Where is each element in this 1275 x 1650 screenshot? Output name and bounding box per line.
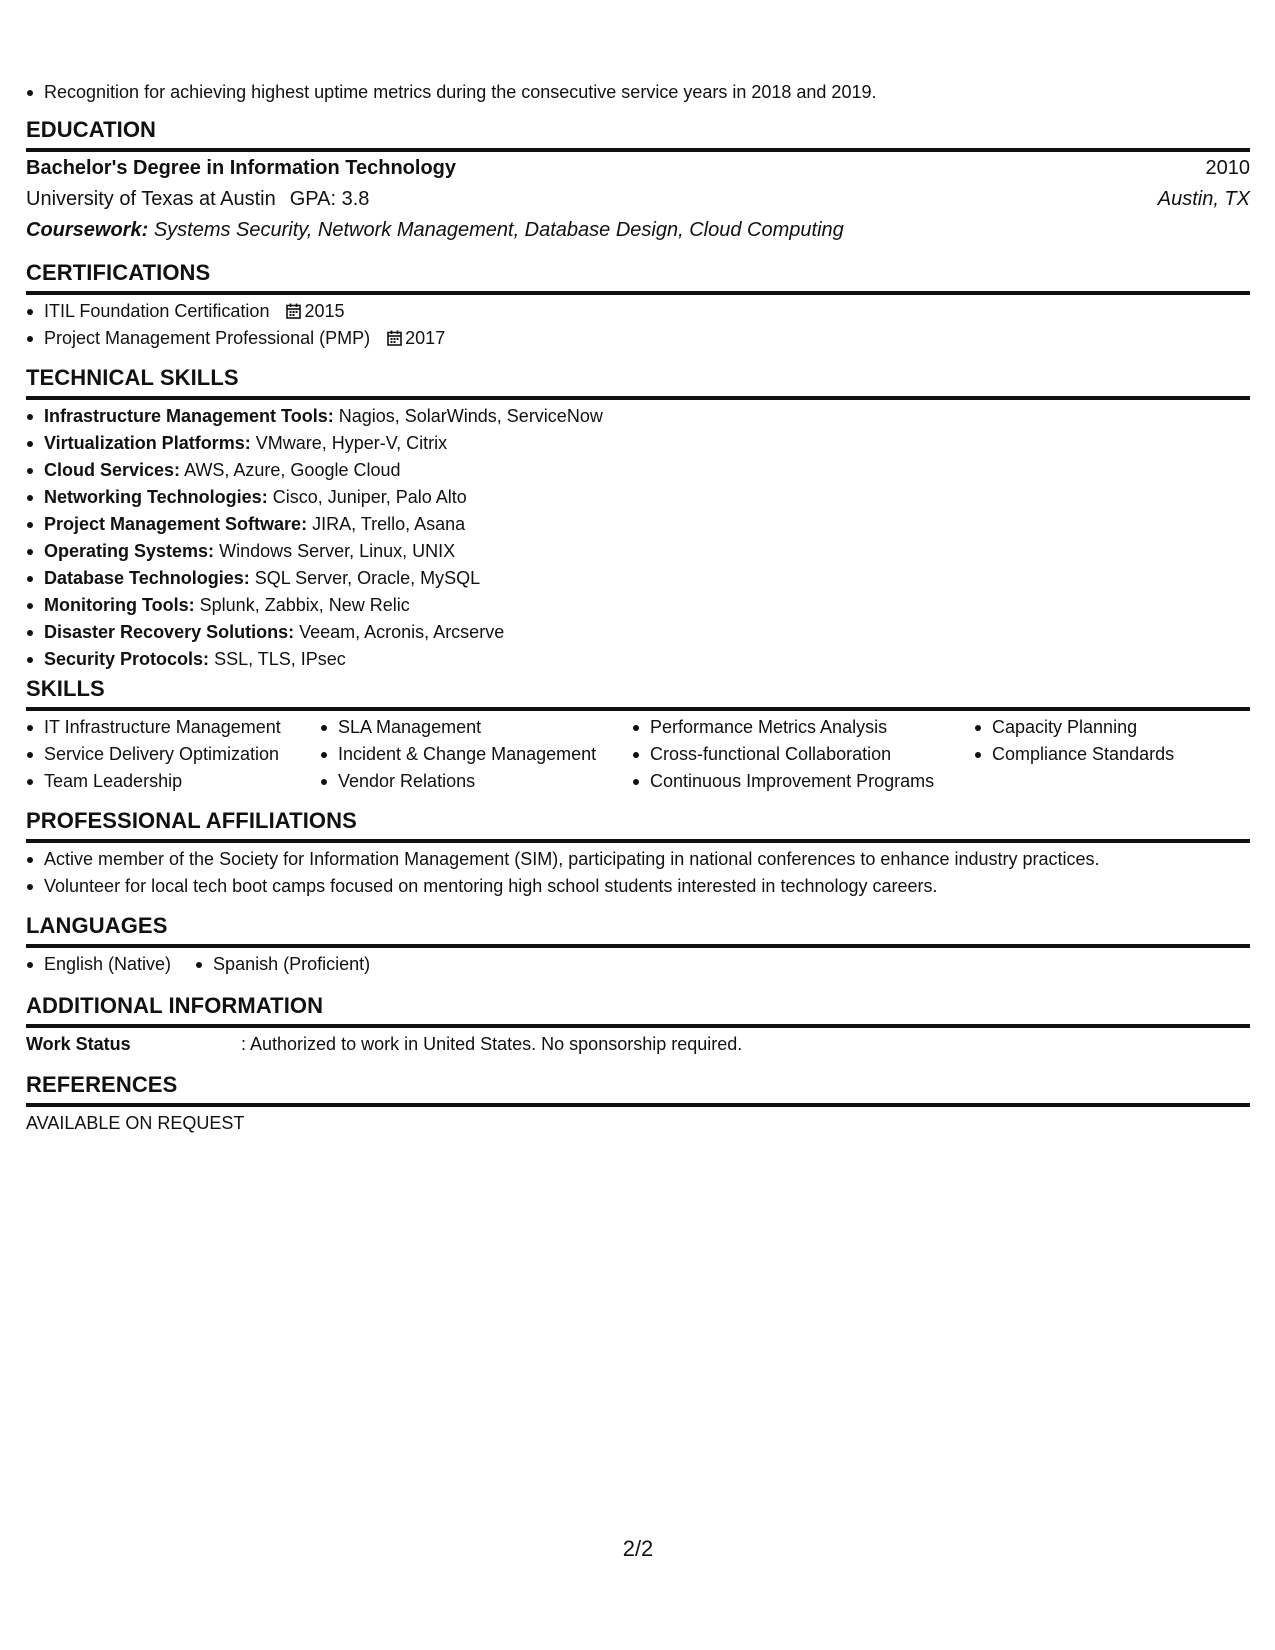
certification-year: 2017 bbox=[405, 328, 446, 348]
coursework-label: Coursework: bbox=[26, 219, 149, 241]
skill-values: VMware, Hyper-V, Citrix bbox=[255, 433, 448, 453]
list-item: Spanish (Proficient) bbox=[195, 951, 370, 978]
skill-category: Monitoring Tools: bbox=[44, 595, 195, 615]
list-item: Performance Metrics Analysis bbox=[632, 714, 934, 741]
references-text: AVAILABLE ON REQUEST bbox=[26, 1113, 245, 1133]
list-item: Vendor Relations bbox=[320, 768, 596, 795]
section-title: LANGUAGES bbox=[26, 913, 168, 938]
list-item bbox=[26, 592, 603, 619]
section-title: TECHNICAL SKILLS bbox=[26, 365, 239, 390]
skill-values: SQL Server, Oracle, MySQL bbox=[254, 568, 481, 588]
section-title: PROFESSIONAL AFFILIATIONS bbox=[26, 808, 357, 833]
list-item bbox=[26, 565, 603, 592]
work-status-row bbox=[26, 1031, 742, 1058]
skill-category: Virtualization Platforms: bbox=[44, 433, 251, 453]
skill-values: Nagios, SolarWinds, ServiceNow bbox=[338, 406, 603, 426]
certifications-section-header bbox=[26, 259, 1250, 295]
skills-column bbox=[320, 714, 596, 795]
certification-name: Project Management Professional (PMP) bbox=[44, 328, 371, 348]
languages-section-header bbox=[26, 912, 1250, 948]
skill-values: Splunk, Zabbix, New Relic bbox=[199, 595, 410, 615]
skill-category: Database Technologies: bbox=[44, 568, 250, 588]
skill-values: JIRA, Trello, Asana bbox=[312, 514, 466, 534]
list-item bbox=[26, 484, 603, 511]
skill-category: Disaster Recovery Solutions: bbox=[44, 622, 295, 642]
list-item bbox=[26, 511, 603, 538]
list-item: Capacity Planning bbox=[974, 714, 1174, 741]
school-name: University of Texas at Austin bbox=[26, 188, 276, 210]
skill-category: Operating Systems: bbox=[44, 541, 215, 561]
list-item: English (Native) bbox=[26, 951, 171, 978]
list-item: Service Delivery Optimization bbox=[26, 741, 281, 768]
school-location: Austin, TX bbox=[1157, 188, 1250, 210]
list-item bbox=[26, 325, 445, 352]
skills-section-header bbox=[26, 675, 1250, 711]
list-item bbox=[26, 646, 603, 673]
degree-title: Bachelor's Degree in Information Technology bbox=[26, 157, 457, 179]
page-number: 2/2 bbox=[622, 1536, 654, 1561]
list-item: Volunteer for local tech boot camps focused on mentoring high school students interested in technology careers. bbox=[26, 873, 1100, 900]
list-item: Team Leadership bbox=[26, 768, 281, 795]
list-item: SLA Management bbox=[320, 714, 596, 741]
skill-category: Networking Technologies: bbox=[44, 487, 268, 507]
skill-category: Cloud Services: bbox=[44, 460, 181, 480]
education-entry bbox=[26, 153, 1250, 246]
skill-values: Cisco, Juniper, Palo Alto bbox=[272, 487, 467, 507]
affiliations-list bbox=[26, 846, 1100, 900]
section-title: ADDITIONAL INFORMATION bbox=[26, 993, 324, 1018]
work-status-label: Work Status bbox=[26, 1034, 131, 1054]
coursework-list: Systems Security, Network Management, Database Design, Cloud Computing bbox=[153, 219, 844, 241]
languages-list bbox=[26, 951, 394, 978]
resume-page bbox=[26, 0, 1250, 1650]
list-item: Cross-functional Collaboration bbox=[632, 741, 934, 768]
skills-grid bbox=[26, 714, 1250, 798]
list-item: Active member of the Society for Information Management (SIM), participating in national conferences to enhance industry practices. bbox=[26, 846, 1100, 873]
additional-info-section-header bbox=[26, 992, 1250, 1028]
section-title: REFERENCES bbox=[26, 1072, 178, 1097]
section-title: SKILLS bbox=[26, 676, 105, 701]
skill-category: Infrastructure Management Tools: bbox=[44, 406, 334, 426]
certification-name: ITIL Foundation Certification bbox=[44, 301, 270, 321]
list-item: Compliance Standards bbox=[974, 741, 1174, 768]
section-title: EDUCATION bbox=[26, 117, 157, 142]
references-section-header bbox=[26, 1071, 1250, 1107]
skill-values: SSL, TLS, IPsec bbox=[214, 649, 346, 669]
skill-values: AWS, Azure, Google Cloud bbox=[184, 460, 401, 480]
certifications-list bbox=[26, 298, 445, 352]
graduation-year: 2010 bbox=[1205, 157, 1250, 179]
work-status-value: : Authorized to work in United States. No sponsorship required. bbox=[241, 1034, 743, 1054]
affiliations-section-header bbox=[26, 807, 1250, 843]
experience-achievements-list bbox=[26, 79, 876, 106]
section-title: CERTIFICATIONS bbox=[26, 260, 211, 285]
calendar-icon bbox=[387, 330, 402, 346]
technical-skills-list bbox=[26, 403, 603, 673]
calendar-icon bbox=[286, 303, 301, 319]
list-item: IT Infrastructure Management bbox=[26, 714, 281, 741]
list-item bbox=[26, 538, 603, 565]
skill-values: Windows Server, Linux, UNIX bbox=[219, 541, 456, 561]
skill-category: Project Management Software: bbox=[44, 514, 308, 534]
skill-values: Veeam, Acronis, Arcserve bbox=[299, 622, 505, 642]
list-item bbox=[26, 619, 603, 646]
list-item bbox=[26, 430, 603, 457]
technical-skills-section-header bbox=[26, 364, 1250, 400]
list-item bbox=[26, 457, 603, 484]
skills-column bbox=[974, 714, 1174, 768]
list-item bbox=[26, 403, 603, 430]
gpa: GPA: 3.8 bbox=[289, 188, 370, 210]
list-item: Incident & Change Management bbox=[320, 741, 596, 768]
list-item: Recognition for achieving highest uptime metrics during the consecutive service years in 2018 and 2019. bbox=[26, 79, 876, 106]
skills-column bbox=[632, 714, 934, 795]
list-item: Continuous Improvement Programs bbox=[632, 768, 934, 795]
list-item bbox=[26, 298, 445, 325]
education-section-header bbox=[26, 116, 1250, 152]
skill-category: Security Protocols: bbox=[44, 649, 210, 669]
certification-year: 2015 bbox=[304, 301, 345, 321]
skills-column bbox=[26, 714, 281, 795]
